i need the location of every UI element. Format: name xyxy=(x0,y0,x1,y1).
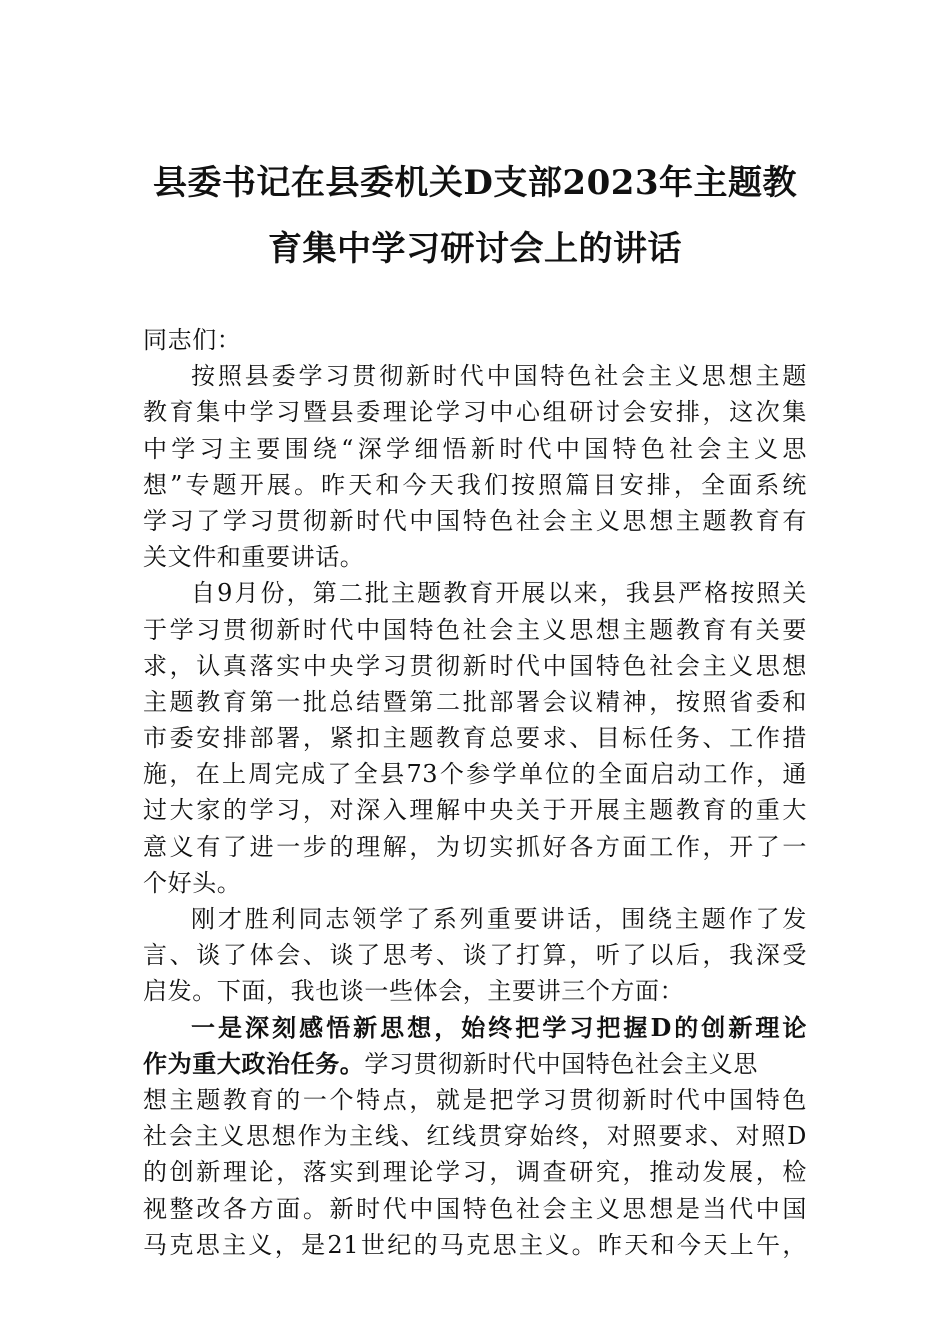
paragraph-1 xyxy=(143,358,807,575)
paragraph-line: 自9月份，第二批主题教育开展以来，我县严格按照关 xyxy=(191,579,807,608)
paragraph-line: 的创新理论，落实到理论学习，调查研究，推动发展，检 xyxy=(143,1158,807,1187)
paragraph-line: 于学习贯彻新时代中国特色社会主义思想主题教育有关要 xyxy=(143,615,807,644)
paragraph-3 xyxy=(143,901,807,1010)
paragraph-line xyxy=(143,1046,807,1082)
document-title xyxy=(140,150,810,282)
paragraph-line: 想主题教育的一个特点，就是把学习贯彻新时代中国特色 xyxy=(143,1085,807,1114)
paragraph-line: 刚才胜利同志领学了系列重要讲话，围绕主题作了发 xyxy=(191,905,807,933)
title-line-1: 县委书记在县委机关D支部2023年主题教 xyxy=(152,163,798,203)
paragraph-line: 视整改各方面。新时代中国特色社会主义思想是当代中国 xyxy=(143,1194,807,1223)
salutation: 同志们： xyxy=(143,326,242,354)
section-heading-tail: 作为重大政治任务。 xyxy=(143,1048,365,1078)
paragraph-line: 教育集中学习暨县委理论学习中心组研讨会安排，这次集 xyxy=(143,398,807,427)
document-body xyxy=(143,322,807,1263)
paragraph-line: 施，在上周完成了全县73个参学单位的全面启动工作，通 xyxy=(143,760,807,789)
paragraph-line: 马克思主义，是21世纪的马克思主义。昨天和今天上午， xyxy=(143,1230,807,1259)
paragraph-line: 想”专题开展。昨天和今天我们按照篇目安排，全面系统 xyxy=(143,470,807,499)
paragraph-line: 中学习主要围绕“深学细悟新时代中国特色社会主义思 xyxy=(143,434,807,463)
paragraph-text: 学习贯彻新时代中国特色社会主义思 xyxy=(364,1049,759,1078)
paragraph-line: 过大家的学习，对深入理解中央关于开展主题教育的重大 xyxy=(143,796,807,825)
paragraph-line: 按照县委学习贯彻新时代中国特色社会主义思想主题 xyxy=(191,362,807,391)
title-line-2: 育集中学习研讨会上的讲话 xyxy=(268,229,682,269)
paragraph-line: 市委安排部署，紧扣主题教育总要求、目标任务、工作措 xyxy=(143,724,807,753)
paragraph-2 xyxy=(143,575,807,901)
paragraph-line: 意义有了进一步的理解，为切实抓好各方面工作，开了一 xyxy=(143,832,807,861)
paragraph-line: 求，认真落实中央学习贯彻新时代中国特色社会主义思想 xyxy=(143,651,807,680)
paragraph-line: 学习了学习贯彻新时代中国特色社会主义思想主题教育有 xyxy=(143,506,807,535)
paragraph-line: 社会主义思想作为主线、红线贯穿始终，对照要求、对照D xyxy=(143,1122,807,1151)
paragraph-line: 关文件和重要讲话。 xyxy=(143,543,365,572)
section-heading-line: 一是深刻感悟新思想，始终把学习把握D的创新理论 xyxy=(191,1012,807,1042)
paragraph-line: 主题教育第一批总结暨第二批部署会议精神，按照省委和 xyxy=(143,687,807,716)
paragraph-4 xyxy=(143,1010,807,1263)
paragraph-line: 个好头。 xyxy=(143,868,242,897)
paragraph-line: 言、谈了体会、谈了思考、谈了打算，听了以后，我深受 xyxy=(143,941,807,970)
paragraph-line: 启发。下面，我也谈一些体会，主要讲三个方面： xyxy=(143,977,685,1006)
